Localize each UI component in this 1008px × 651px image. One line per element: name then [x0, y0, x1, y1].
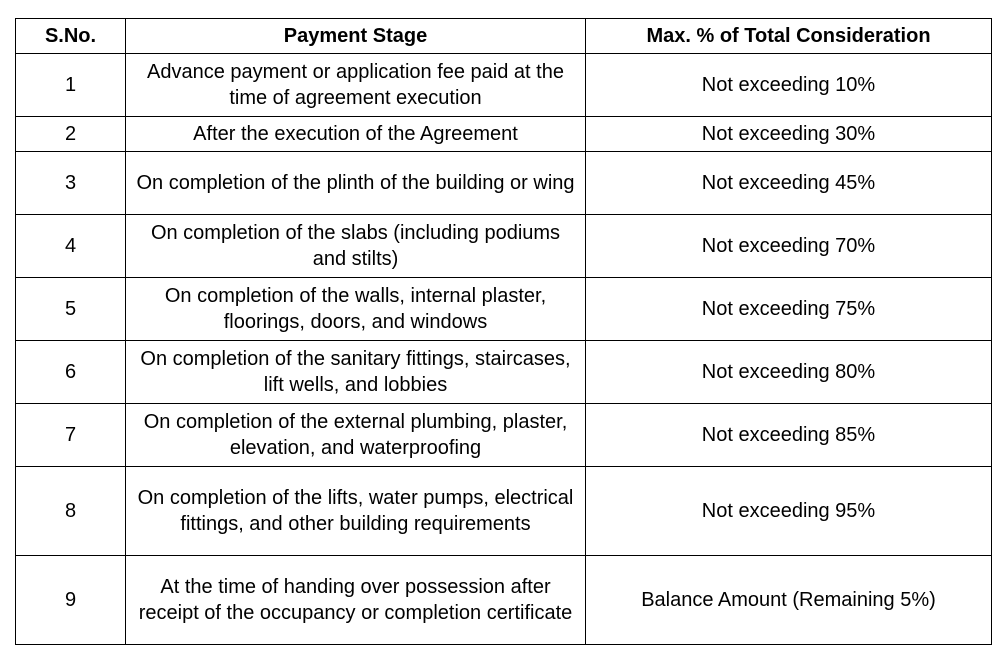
cell-payment-stage: On completion of the external plumbing, plaster, elevation, and waterproofing [126, 404, 586, 467]
cell-payment-stage: After the execution of the Agreement [126, 117, 586, 152]
table-row [16, 215, 992, 278]
cell-payment-stage: On completion of the sanitary fittings, staircases, lift wells, and lobbies [126, 341, 586, 404]
payment-schedule-table [15, 18, 992, 645]
table-row [16, 404, 992, 467]
cell-sno: 2 [16, 117, 126, 152]
cell-max-percent: Not exceeding 75% [586, 278, 992, 341]
header-sno: S.No. [16, 19, 126, 54]
table-row [16, 556, 992, 645]
payment-schedule-wrapper [15, 18, 992, 645]
table-row [16, 467, 992, 556]
cell-payment-stage: On completion of the lifts, water pumps, electrical fittings, and other building requirements [126, 467, 586, 556]
cell-sno: 1 [16, 54, 126, 117]
header-max-percent: Max. % of Total Consideration [586, 19, 992, 54]
cell-max-percent: Not exceeding 10% [586, 54, 992, 117]
table-row [16, 152, 992, 215]
header-payment-stage: Payment Stage [126, 19, 586, 54]
cell-sno: 7 [16, 404, 126, 467]
cell-payment-stage: On completion of the slabs (including podiums and stilts) [126, 215, 586, 278]
cell-sno: 8 [16, 467, 126, 556]
cell-payment-stage: On completion of the walls, internal plaster, floorings, doors, and windows [126, 278, 586, 341]
cell-sno: 9 [16, 556, 126, 645]
cell-sno: 4 [16, 215, 126, 278]
cell-max-percent: Not exceeding 45% [586, 152, 992, 215]
cell-payment-stage: At the time of handing over possession after receipt of the occupancy or completion certificate [126, 556, 586, 645]
cell-payment-stage: On completion of the plinth of the building or wing [126, 152, 586, 215]
table-row [16, 54, 992, 117]
table-row [16, 278, 992, 341]
cell-max-percent: Not exceeding 70% [586, 215, 992, 278]
cell-sno: 6 [16, 341, 126, 404]
cell-max-percent: Not exceeding 30% [586, 117, 992, 152]
table-row [16, 117, 992, 152]
cell-sno: 3 [16, 152, 126, 215]
table-header-row [16, 19, 992, 54]
cell-max-percent: Balance Amount (Remaining 5%) [586, 556, 992, 645]
cell-payment-stage: Advance payment or application fee paid at the time of agreement execution [126, 54, 586, 117]
table-row [16, 341, 992, 404]
cell-max-percent: Not exceeding 80% [586, 341, 992, 404]
cell-max-percent: Not exceeding 85% [586, 404, 992, 467]
cell-sno: 5 [16, 278, 126, 341]
cell-max-percent: Not exceeding 95% [586, 467, 992, 556]
